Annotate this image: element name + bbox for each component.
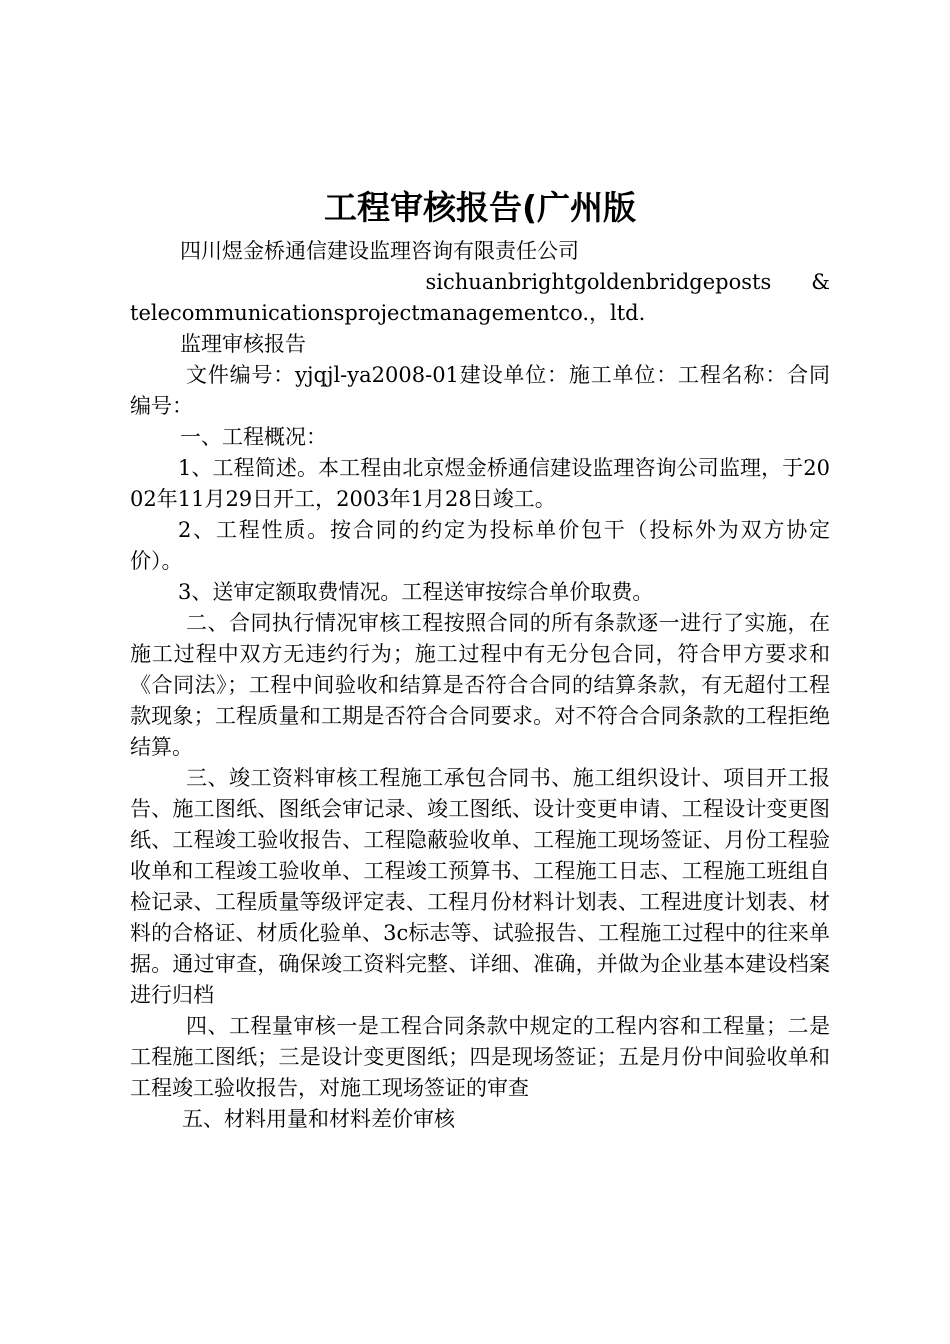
company-name-en-line1: sichuanbrightgoldenbridgeposts & — [425, 270, 830, 294]
item-1-overview: 1、工程简述。本工程由北京煜金桥通信建设监理咨询公司监理，于2002年11月29日开工，2003年1月28日竣工。 — [130, 456, 830, 511]
item-2-nature: 2、工程性质。按合同的约定为投标单价包干（投标外为双方协定价）。 — [130, 518, 830, 573]
file-info: 文件编号：yjqjl-ya2008-01建设单位：施工单位：工程名称：合同编号： — [130, 363, 830, 418]
section-4-quantity: 四、工程量审核一是工程合同条款中规定的工程内容和工程量；二是工程施工图纸；三是设计变更图纸；四是现场签证；五是月份中间验收单和工程竣工验收报告，对施工现场签证的审查 — [130, 1014, 830, 1100]
report-type: 监理审核报告 — [180, 332, 306, 356]
document-body — [130, 236, 830, 1135]
section-5-materials: 五、材料用量和材料差价审核 — [182, 1107, 455, 1131]
section-1-heading: 一、工程概况： — [180, 425, 327, 449]
section-2-contract: 二、合同执行情况审核工程按照合同的所有条款逐一进行了实施，在施工过程中双方无违约行为；施工过程中有无分包合同，符合甲方要求和《合同法》；工程中间验收和结算是否符合合同的结算条款，有无超付工程款现象；工程质量和工期是否符合合同要求。对不符合合同条款的工程拒绝结算。 — [130, 611, 830, 759]
item-3-fees: 3、送审定额取费情况。工程送审按综合单价取费。 — [178, 580, 654, 604]
document-title: 工程审核报告(广州版 — [323, 188, 637, 227]
section-3-completion-docs: 三、竣工资料审核工程施工承包合同书、施工组织设计、项目开工报告、施工图纸、图纸会审记录、竣工图纸、设计变更申请、工程设计变更图纸、工程竣工验收报告、工程隐蔽验收单、工程施工现场签证、月份工程验收单和工程竣工验收单、工程竣工预算书、工程施工日志、工程施工班组自检记录、工程质量等级评定表、工程月份材料计划表、工程进度计划表、材料的合格证、材质化验单、3c标志等、试验报告、工程施工过程中的往来单据。通过审查，确保竣工资料完整、详细、准确，并做为企业基本建设档案进行归档 — [130, 766, 830, 1007]
company-name-en-line2: telecommunicationsprojectmanagementco.，ltd. — [130, 301, 646, 325]
document-page — [130, 0, 830, 1344]
company-name-cn: 四川煜金桥通信建设监理咨询有限责任公司 — [180, 239, 579, 263]
